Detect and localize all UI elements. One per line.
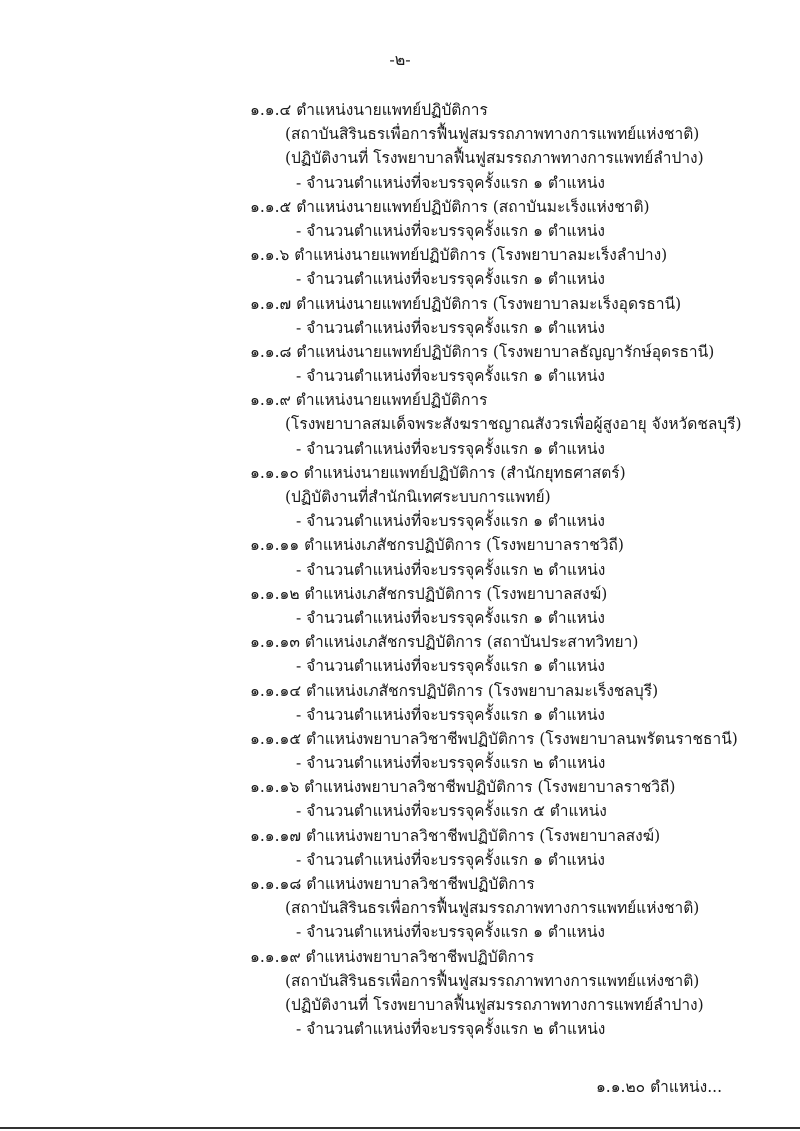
position-heading: ๑.๑.๕ ตำแหน่งนายแพทย์ปฏิบัติการ (สถาบันมะเร็งแห่งชาติ)	[250, 197, 650, 216]
position-heading: ๑.๑.๙ ตำแหน่งนายแพทย์ปฏิบัติการ	[250, 391, 488, 410]
position-count: - จำนวนตำแหน่งที่จะบรรจุครั้งแรก ๑ ตำแหน่ง	[296, 367, 605, 386]
position-count: - จำนวนตำแหน่งที่จะบรรจุครั้งแรก ๑ ตำแหน่ง	[296, 923, 605, 942]
position-heading: ๑.๑.๑๒ ตำแหน่งเภสัชกรปฏิบัติการ (โรงพยาบาลสงฆ์)	[250, 584, 608, 603]
position-item	[0, 195, 800, 243]
position-item	[0, 872, 800, 945]
position-heading: ๑.๑.๗ ตำแหน่งนายแพทย์ปฏิบัติการ (โรงพยาบาลมะเร็งอุดรธานี)	[250, 294, 682, 313]
position-heading: ๑.๑.๘ ตำแหน่งนายแพทย์ปฏิบัติการ (โรงพยาบาลธัญญารักษ์อุดรธานี)	[250, 342, 715, 361]
position-count: - จำนวนตำแหน่งที่จะบรรจุครั้งแรก ๑ ตำแหน่ง	[296, 439, 605, 458]
position-heading: ๑.๑.๑๑ ตำแหน่งเภสัชกรปฏิบัติการ (โรงพยาบาลราชวิถี)	[250, 536, 624, 555]
position-heading: ๑.๑.๔ ตำแหน่งนายแพทย์ปฏิบัติการ	[250, 101, 488, 119]
position-heading: ๑.๑.๑๖ ตำแหน่งพยาบาลวิชาชีพปฏิบัติการ (โรงพยาบาลราชวิถี)	[250, 778, 676, 797]
position-item	[0, 679, 800, 727]
position-count: - จำนวนตำแหน่งที่จะบรรจุครั้งแรก ๑ ตำแหน่ง	[296, 705, 605, 724]
bottom-rule	[0, 1127, 800, 1129]
position-item	[0, 775, 800, 823]
position-heading: ๑.๑.๑๙ ตำแหน่งพยาบาลวิชาชีพปฏิบัติการ	[250, 947, 535, 966]
position-count: - จำนวนตำแหน่งที่จะบรรจุครั้งแรก ๑ ตำแหน่ง	[296, 270, 605, 289]
position-item	[0, 533, 800, 581]
position-count: - จำนวนตำแหน่งที่จะบรรจุครั้งแรก ๕ ตำแหน่ง	[296, 802, 607, 821]
position-count: - จำนวนตำแหน่งที่จะบรรจุครั้งแรก ๑ ตำแหน่ง	[296, 318, 605, 337]
position-count: - จำนวนตำแหน่งที่จะบรรจุครั้งแรก ๑ ตำแหน่ง	[296, 608, 605, 627]
position-agency: (สถาบันสิรินธรเพื่อการฟื้นฟูสมรรถภาพทางการแพทย์แห่งชาติ)	[285, 899, 700, 918]
position-item	[0, 98, 800, 195]
position-count: - จำนวนตำแหน่งที่จะบรรจุครั้งแรก ๒ ตำแหน่ง	[296, 560, 606, 579]
position-count: - จำนวนตำแหน่งที่จะบรรจุครั้งแรก ๑ ตำแหน่ง	[296, 850, 605, 869]
position-heading: ๑.๑.๑๓ ตำแหน่งเภสัชกรปฏิบัติการ (สถาบันประสาทวิทยา)	[250, 633, 639, 652]
position-item	[0, 945, 800, 1042]
position-agency: (ปฏิบัติงานที่ โรงพยาบาลฟื้นฟูสมรรถภาพทางการแพทย์ลำปาง)	[285, 995, 704, 1014]
position-heading: ๑.๑.๑๗ ตำแหน่งพยาบาลวิชาชีพปฏิบัติการ (โรงพยาบาลสงฆ์)	[250, 826, 661, 845]
position-agency: (ปฏิบัติงานที่สำนักนิเทศระบบการแพทย์)	[285, 488, 551, 506]
position-count: - จำนวนตำแหน่งที่จะบรรจุครั้งแรก ๒ ตำแหน่ง	[296, 754, 606, 773]
position-item	[0, 292, 800, 340]
position-heading: ๑.๑.๑๕ ตำแหน่งพยาบาลวิชาชีพปฏิบัติการ (โรงพยาบาลนพรัตนราชธานี)	[250, 729, 738, 748]
position-agency: (สถาบันสิรินธรเพื่อการฟื้นฟูสมรรถภาพทางการแพทย์แห่งชาติ)	[285, 125, 700, 144]
position-item	[0, 630, 800, 678]
position-heading: ๑.๑.๑๐ ตำแหน่งนายแพทย์ปฏิบัติการ (สำนักยุทธศาสตร์)	[250, 463, 626, 482]
position-agency: (สถาบันสิรินธรเพื่อการฟื้นฟูสมรรถภาพทางการแพทย์แห่งชาติ)	[285, 971, 700, 990]
position-agency: (ปฏิบัติงานที่ โรงพยาบาลฟื้นฟูสมรรถภาพทางการแพทย์ลำปาง)	[285, 149, 704, 168]
position-item	[0, 388, 800, 461]
position-list	[0, 98, 800, 1041]
position-count: - จำนวนตำแหน่งที่จะบรรจุครั้งแรก ๑ ตำแหน่ง	[296, 173, 605, 192]
position-item	[0, 461, 800, 534]
continued-marker: ๑.๑.๒๐ ตำแหน่ง...	[595, 1078, 722, 1096]
page-number: -๒-	[389, 50, 411, 69]
position-agency: (โรงพยาบาลสมเด็จพระสังฆราชญาณสังวรเพื่อผู้สูงอายุ จังหวัดชลบุรี)	[285, 415, 742, 434]
position-item	[0, 727, 800, 775]
position-count: - จำนวนตำแหน่งที่จะบรรจุครั้งแรก ๑ ตำแหน่ง	[296, 221, 605, 240]
position-count: - จำนวนตำแหน่งที่จะบรรจุครั้งแรก ๑ ตำแหน่ง	[296, 657, 605, 676]
position-count: - จำนวนตำแหน่งที่จะบรรจุครั้งแรก ๒ ตำแหน่ง	[296, 1020, 606, 1039]
position-item	[0, 824, 800, 872]
position-heading: ๑.๑.๑๔ ตำแหน่งเภสัชกรปฏิบัติการ (โรงพยาบาลมะเร็งชลบุรี)	[250, 681, 659, 700]
position-heading: ๑.๑.๑๘ ตำแหน่งพยาบาลวิชาชีพปฏิบัติการ	[250, 875, 535, 893]
position-count: - จำนวนตำแหน่งที่จะบรรจุครั้งแรก ๑ ตำแหน่ง	[296, 512, 605, 531]
position-item	[0, 582, 800, 630]
position-item	[0, 243, 800, 291]
position-heading: ๑.๑.๖ ตำแหน่งนายแพทย์ปฏิบัติการ (โรงพยาบาลมะเร็งลำปาง)	[250, 246, 668, 265]
position-item	[0, 340, 800, 388]
